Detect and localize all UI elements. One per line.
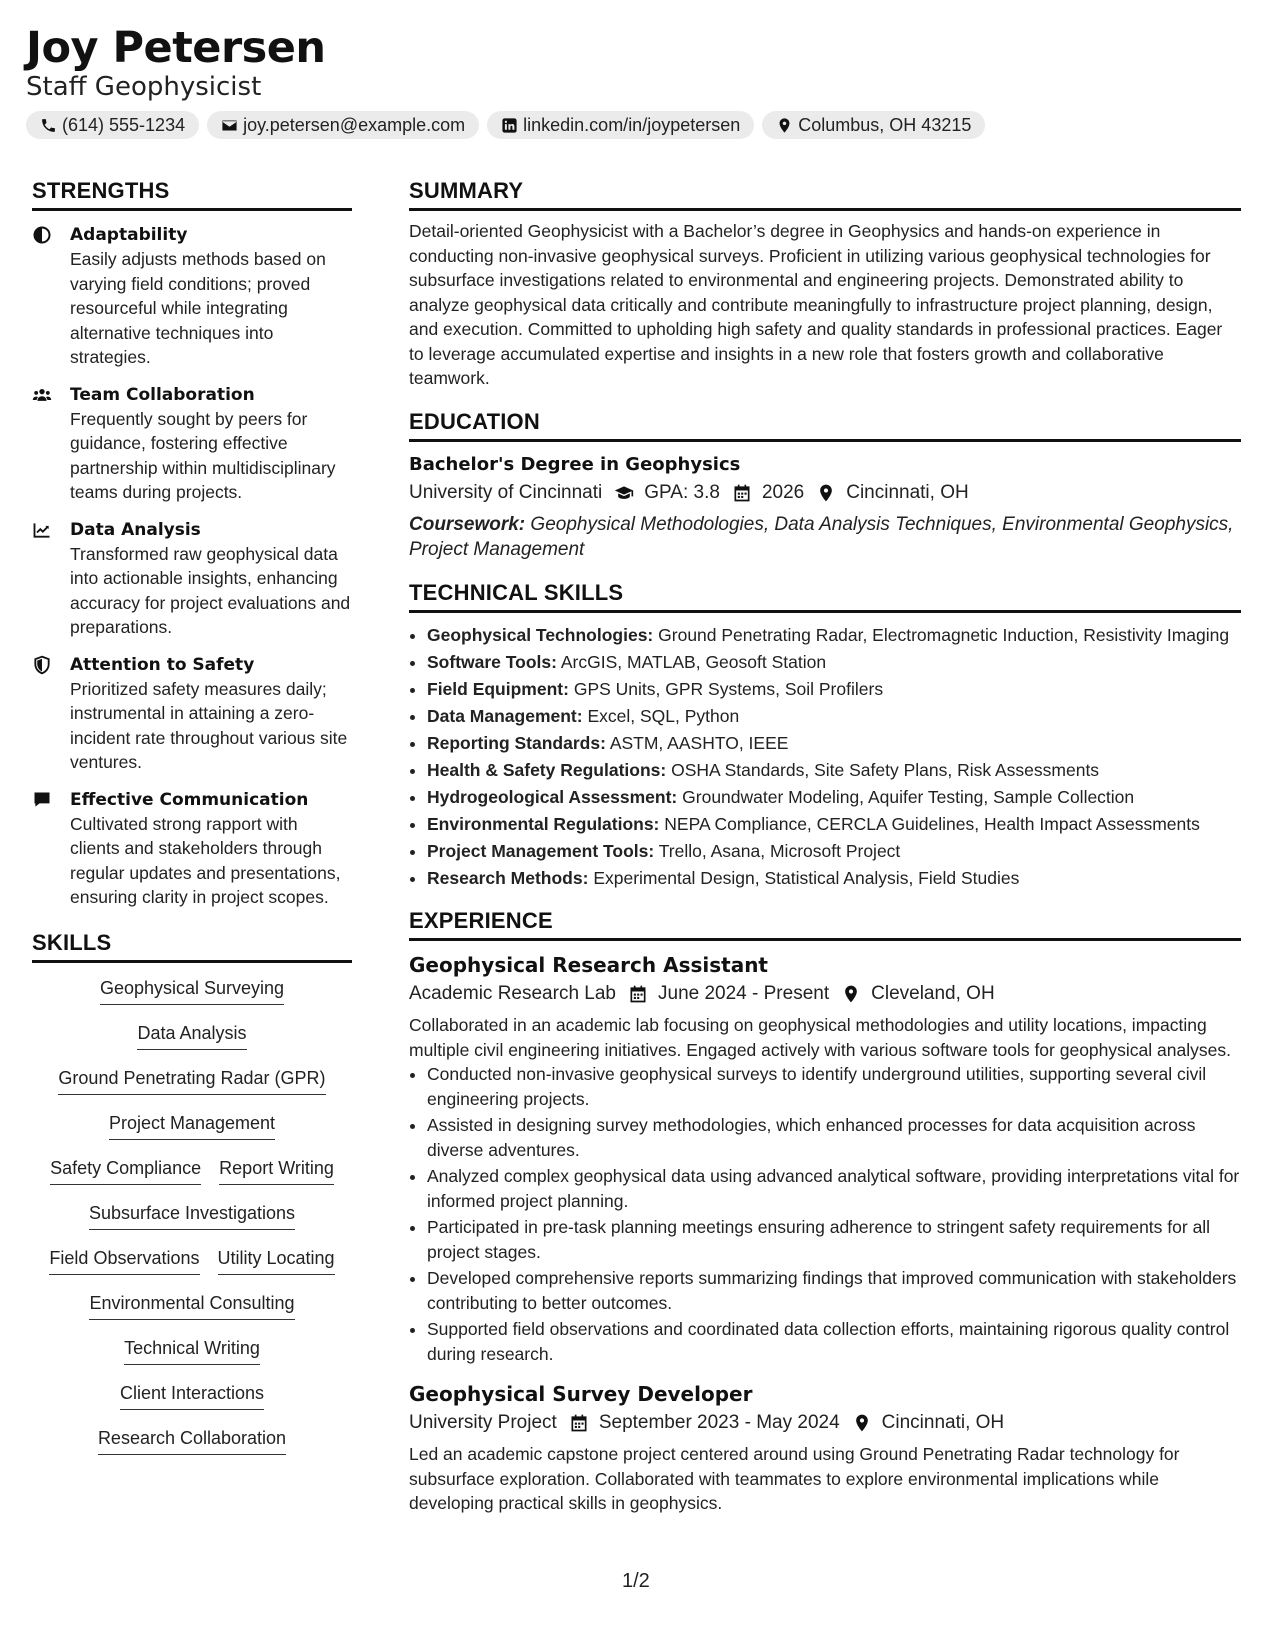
linkedin-text: linkedin.com/in/joypetersen: [523, 114, 741, 135]
skill-value: Ground Penetrating Radar, Electromagnetic Induction, Resistivity Imaging: [658, 624, 1230, 645]
list-item: [427, 677, 1241, 702]
contact-phone[interactable]: [26, 111, 199, 139]
skill-label: Field Equipment:: [427, 678, 569, 699]
skill-label: Environmental Regulations:: [427, 813, 660, 834]
skill-label: Reporting Standards:: [427, 732, 606, 753]
skill-value: NEPA Compliance, CERCLA Guidelines, Health Impact Assessments: [664, 813, 1200, 834]
skill-label: Geophysical Technologies:: [427, 624, 654, 645]
skills-list: [32, 975, 352, 1470]
skill-value: Experimental Design, Statistical Analysis, Field Studies: [593, 867, 1020, 888]
envelope-icon: [221, 117, 238, 134]
skill-tag: Data Analysis: [137, 1020, 246, 1050]
chart-line-icon: [32, 520, 54, 542]
coursework-label: Coursework:: [409, 513, 526, 535]
skill-row: [49, 1245, 334, 1290]
strength-title: Adaptability: [70, 225, 188, 245]
list-item: [427, 812, 1241, 837]
skill-label: Data Management:: [427, 705, 583, 726]
strength-item: [32, 383, 352, 505]
page-number: 1/2: [622, 1570, 650, 1592]
skill-tag: Subsurface Investigations: [89, 1200, 295, 1230]
email-text: joy.petersen@example.com: [243, 114, 466, 135]
skill-value: ASTM, AASHTO, IEEE: [609, 732, 789, 753]
skill-row: [120, 1380, 264, 1425]
skill-row: [50, 1155, 334, 1200]
summary-text: Detail-oriented Geophysicist with a Bachelor’s degree in Geophysics and hands-on experience in conducting non-invasive geophysical surveys. Proficient in utilizing various geophysical technologies for subsurface investigations related to environmental and engineering projects. Demonstrated ability to analyze geophysical data critically and contribute meaningfully to infrastructure project planning, design, and execution. Committed to upholding high safety and quality standards in professional practices. Eager to leverage accumulated expertise and insights in a new role that fosters growth and collaborative teamwork.: [409, 221, 1223, 388]
technical-skills-section: [409, 580, 1241, 891]
strength-desc: Easily adjusts methods based on varying field conditions; proved resourceful while integrating alternative techniques into strategies.: [70, 249, 326, 367]
skill-row: [124, 1335, 260, 1380]
strength-desc: Cultivated strong rapport with clients and stakeholders through regular updates and presentations, ensuring clarity in project scopes.: [70, 813, 341, 907]
skill-tag: Research Collaboration: [98, 1425, 286, 1455]
skill-label: Health & Safety Regulations:: [427, 759, 667, 780]
skill-tag: Client Interactions: [120, 1380, 264, 1410]
list-item: • Participated in pre-task planning meetings ensuring adherence to stringent safety requirements for all project stages.: [427, 1215, 1241, 1264]
strengths-heading: STRENGTHS: [32, 178, 352, 211]
skill-tag: Ground Penetrating Radar (GPR): [58, 1065, 325, 1095]
skill-label: Software Tools:: [427, 651, 557, 672]
job-description: Collaborated in an academic lab focusing on geophysical methodologies and utility locations, impacting multiple civil engineering initiatives. Engaged actively with various software tools for geophysical analyses.: [409, 1015, 1231, 1060]
list-item: [427, 731, 1241, 756]
skill-tag: Report Writing: [219, 1155, 334, 1185]
comment-icon: [32, 790, 54, 812]
skill-value: Groundwater Modeling, Aquifer Testing, Sample Collection: [682, 786, 1135, 807]
job-meta: [409, 1408, 1241, 1438]
skill-tag: Safety Compliance: [50, 1155, 201, 1185]
school-location: Cincinnati, OH: [846, 481, 969, 503]
strength-desc: Prioritized safety measures daily; instrumental in attaining a zero-incident rate throughout various site ventures.: [70, 678, 348, 772]
left-column: [32, 178, 352, 1470]
coursework-text: Geophysical Methodologies, Data Analysis Techniques, Environmental Geophysics, Project Management: [409, 513, 1234, 560]
job-meta: [409, 979, 1241, 1009]
list-item: [427, 839, 1241, 864]
skill-label: Project Management Tools:: [427, 840, 655, 861]
calendar-icon: [732, 483, 752, 503]
list-item: [427, 704, 1241, 729]
list-item: [427, 623, 1241, 648]
job-entry: [409, 1380, 1241, 1516]
skills-section: [32, 930, 352, 1470]
contact-linkedin[interactable]: [487, 111, 754, 139]
list-item: • Analyzed complex geophysical data using advanced analytical software, providing interpretations vital for informed project planning.: [427, 1164, 1241, 1213]
skill-value: ArcGIS, MATLAB, Geosoft Station: [560, 651, 827, 672]
skill-tag: Technical Writing: [124, 1335, 260, 1365]
summary-heading: SUMMARY: [409, 178, 1241, 211]
job-org: University Project: [409, 1412, 557, 1433]
strength-item: [32, 653, 352, 775]
strength-title: Data Analysis: [70, 519, 201, 540]
phone-text: (614) 555-1234: [62, 114, 186, 135]
gpa-text: GPA: 3.8: [644, 481, 720, 503]
list-item: [427, 785, 1241, 810]
skill-value: Excel, SQL, Python: [587, 705, 740, 726]
resume-header: [26, 22, 985, 139]
list-item: • Conducted non-invasive geophysical surveys to identify underground utilities, supporting several civil engineering projects.: [427, 1062, 1241, 1111]
graduation-year: 2026: [761, 481, 805, 503]
contact-email[interactable]: [207, 111, 479, 139]
graduation-cap-icon: [614, 483, 634, 503]
calendar-icon: [628, 984, 648, 1004]
skill-row: [137, 1020, 246, 1065]
job-description: Led an academic capstone project centered around using Ground Penetrating Radar technology for subsurface exploration. Collaborated with teammates to explore environmental implications while developing practical skills in geophysics.: [409, 1444, 1180, 1513]
job-dates: September 2023 - May 2024: [598, 1412, 840, 1433]
location-text: Columbus, OH 43215: [798, 114, 972, 135]
strength-desc: Frequently sought by peers for guidance, fostering effective partnership within multidisciplinary teams during projects.: [70, 408, 336, 502]
skill-value: Trello, Asana, Microsoft Project: [658, 840, 901, 861]
map-pin-icon: [776, 117, 793, 134]
strength-item: [32, 518, 352, 640]
list-item: [427, 650, 1241, 675]
education-meta: [409, 478, 1241, 508]
map-pin-icon: [816, 483, 836, 503]
job-title: Geophysical Research Assistant: [409, 953, 768, 977]
strength-item: [32, 223, 352, 370]
strengths-list: [32, 223, 352, 910]
skill-tag: Utility Locating: [218, 1245, 335, 1275]
job-entry: [409, 951, 1241, 1366]
experience-section: [409, 908, 1241, 1516]
coursework: [409, 512, 1241, 562]
contact-location[interactable]: [762, 111, 985, 139]
skill-tag: Geophysical Surveying: [100, 975, 284, 1005]
technical-skills-heading: TECHNICAL SKILLS: [409, 580, 1241, 613]
skill-value: GPS Units, GPR Systems, Soil Profilers: [573, 678, 884, 699]
skill-label: Hydrogeological Assessment:: [427, 786, 678, 807]
job-dates: June 2024 - Present: [658, 983, 830, 1004]
job-bullets: [409, 1062, 1241, 1366]
skills-heading: SKILLS: [32, 930, 352, 963]
shield-icon: [32, 655, 54, 677]
users-icon: [32, 385, 54, 407]
contact-bar: [26, 111, 985, 139]
skill-label: Research Methods:: [427, 867, 589, 888]
list-item: [427, 758, 1241, 783]
list-item: [427, 866, 1241, 891]
education-heading: EDUCATION: [409, 409, 1241, 442]
skill-row: [109, 1110, 275, 1155]
half-circle-icon: [32, 225, 54, 247]
experience-heading: EXPERIENCE: [409, 908, 1241, 941]
calendar-icon: [569, 1413, 589, 1433]
skill-row: [58, 1065, 325, 1110]
skill-row: [89, 1290, 294, 1335]
technical-skills-list: [409, 623, 1241, 891]
skill-tag: Field Observations: [49, 1245, 199, 1275]
skill-row: [89, 1200, 295, 1245]
skill-row: [98, 1425, 286, 1470]
list-item: • Developed comprehensive reports summarizing findings that improved communication with stakeholders contributing to better outcomes.: [427, 1266, 1241, 1315]
strength-title: Team Collaboration: [70, 384, 255, 405]
right-column: [409, 178, 1241, 1516]
strength-item: [32, 788, 352, 910]
education-section: [409, 409, 1241, 562]
skill-row: [100, 975, 284, 1020]
skill-value: OSHA Standards, Site Safety Plans, Risk Assessments: [671, 759, 1100, 780]
strength-desc: Transformed raw geophysical data into actionable insights, enhancing accuracy for project evaluations and preparations.: [70, 543, 351, 637]
list-item: • Assisted in designing survey methodologies, which enhanced processes for data acquisition across diverse adventures.: [427, 1113, 1241, 1162]
phone-icon: [40, 117, 57, 134]
map-pin-icon: [852, 1413, 872, 1433]
strength-title: Effective Communication: [70, 789, 309, 810]
job-location: Cincinnati, OH: [881, 1412, 1005, 1433]
job-title: Geophysical Survey Developer: [409, 1382, 753, 1406]
linkedin-icon: [501, 117, 518, 134]
school-name: University of Cincinnati: [409, 481, 603, 503]
strength-title: Attention to Safety: [70, 654, 255, 675]
skill-tag: Environmental Consulting: [89, 1290, 294, 1320]
candidate-role: Staff Geophysicist: [26, 72, 262, 102]
list-item: • Supported field observations and coordinated data collection efforts, maintaining rigorous quality control during research.: [427, 1317, 1241, 1366]
job-location: Cleveland, OH: [871, 983, 995, 1004]
map-pin-icon: [841, 984, 861, 1004]
skill-tag: Project Management: [109, 1110, 275, 1140]
job-org: Academic Research Lab: [409, 983, 616, 1004]
candidate-name: Joy Petersen: [26, 23, 326, 73]
degree-title: Bachelor's Degree in Geophysics: [409, 453, 741, 475]
